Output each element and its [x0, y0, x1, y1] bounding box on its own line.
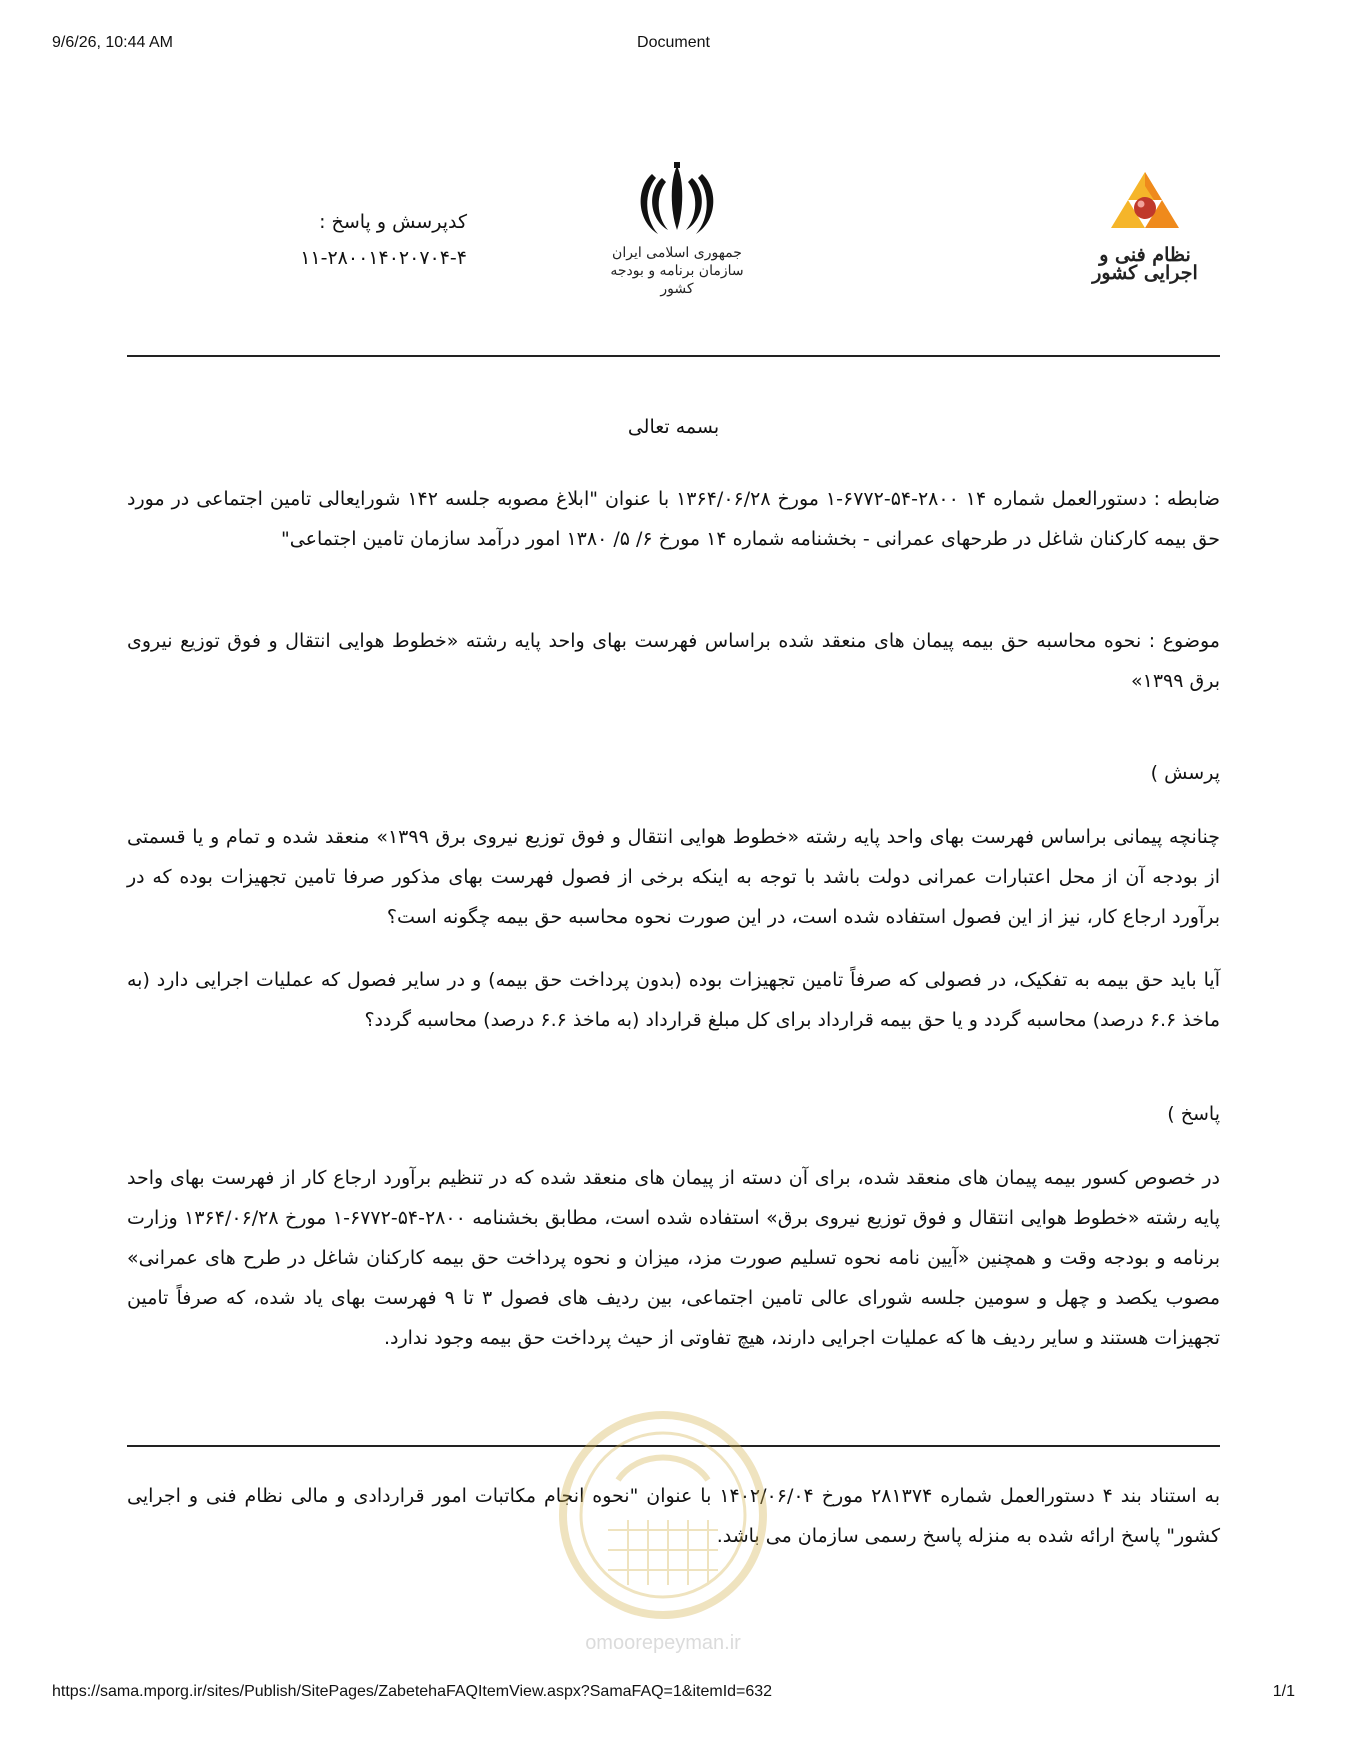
question-heading-block	[127, 753, 1220, 793]
basmala: بسمه تعالی	[627, 416, 720, 438]
question-paragraph-2: آیا باید حق بیمه به تفکیک، در فصولی که صرفاً تامین تجهیزات بوده (بدون پرداخت حق بیمه) و در سایر فصول که عملیات اجرایی دارد (به ماخذ ۶.۶ درصد) محاسبه گردد و یا حق بیمه قرارداد برای کل مبلغ قرارداد (به ماخذ ۶.۶ درصد) محاسبه گردد؟	[127, 969, 1220, 1031]
question-block-2	[127, 960, 1220, 1040]
page-number: 1/1	[1272, 1683, 1295, 1700]
print-title: Document	[637, 34, 710, 51]
reference-label: کدپرسش و پاسخ :	[319, 211, 467, 233]
page-url: https://sama.mporg.ir/sites/Publish/SitePages/ZabetehaFAQItemView.aspx?SamaFAQ=1&itemId=632	[52, 1683, 773, 1700]
reference-block	[227, 204, 467, 276]
subject-block	[127, 621, 1220, 701]
question-heading: پرسش )	[1150, 762, 1220, 784]
document-body	[127, 407, 1220, 447]
subject-paragraph: موضوع : نحوه محاسبه حق بیمه پیمان های منعقد شده براساس فهرست بهای واحد پایه رشته «خطوط هوایی انتقال و فوق توزیع نیروی برق ۱۳۹۹»	[127, 630, 1220, 692]
footnote-block	[127, 1476, 1220, 1556]
emblem-caption-1: جمهوری اسلامی ایران	[612, 245, 742, 261]
answer-block	[127, 1158, 1220, 1358]
answer-paragraph: در خصوص کسور بیمه پیمان های منعقد شده، برای آن دسته از پیمان های منعقد شده که در تنظیم برآورد ارجاع کار از فهرست بهای واحد پایه رشته «خطوط هوایی انتقال و فوق توزیع نیروی برق» استفاده شده است، مطابق بخشنامه ۲۸۰۰-۵۴-۶۷۷۲-۱ مورخ ۱۳۶۴/۰۶/۲۸ وزارت برنامه و بودجه وقت و همچنین «آیین نامه نحوه تسلیم صورت مزد، میزان و نحوه پرداخت حق بیمه کارکنان شاغل در طرح های عمرانی» مصوب یکصد و چهل و سومین جلسه شورای عالی تامین اجتماعی، بین ردیف های فصول ۳ تا ۹ فهرست بهای یاد شده، که صرفاً تامین تجهیزات هستند و سایر ردیف ها که عملیات اجرایی دارند، هیچ تفاوتی از حیث پرداخت حق بیمه وجود ندارد.	[127, 1167, 1221, 1349]
emblem-caption-2: سازمان برنامه و بودجه کشور	[610, 263, 744, 297]
print-date: 9/6/26, 10:44 AM	[52, 34, 173, 51]
question-paragraph-1: چنانچه پیمانی براساس فهرست بهای واحد پایه رشته «خطوط هوایی انتقال و فوق توزیع نیروی برق ۱۳۹۹» منعقد شده و تمام و یا قسمتی از بودجه آن از محل اعتبارات عمرانی دولت باشد با توجه به اینکه برخی از فصول فهرست بهای مذکور صرفا تامین تجهیزات بوده که در برآورد ارجاع کار، نیز از این فصول استفاده شده است، در این صورت نحوه محاسبه حق بیمه چگونه است؟	[127, 826, 1221, 928]
watermark-text: omoorepeyman.ir	[585, 1632, 741, 1654]
print-header	[52, 34, 1295, 58]
answer-heading-block	[127, 1094, 1220, 1134]
letterhead	[127, 150, 1220, 320]
criterion-paragraph: ضابطه : دستورالعمل شماره ۱۴ ۲۸۰۰-۵۴-۶۷۷۲-۱ مورخ ۱۳۶۴/۰۶/۲۸ با عنوان "ابلاغ مصوبه جلسه ۱۴۲ شورایعالی تامین اجتماعی در مورد حق بیمه کارکنان شاغل در طرحهای عمرانی - بخشنامه شماره ۱۴ مورخ ۶/ ۵/ ۱۳۸۰ امور درآمد سازمان تامین اجتماعی"	[127, 488, 1221, 550]
print-footer	[52, 1683, 1295, 1707]
iran-emblem	[607, 160, 747, 310]
org-logo	[1080, 170, 1210, 300]
org-name: نظام فنی و اجرایی کشور	[1092, 244, 1198, 284]
question-block-1	[127, 817, 1220, 937]
answer-heading: پاسخ )	[1167, 1103, 1220, 1125]
reference-code: ۱۱-۲۸۰۰۱۴۰۲۰۷۰۴-۴	[300, 247, 467, 269]
footnote-paragraph: به استناد بند ۴ دستورالعمل شماره ۲۸۱۳۷۴ مورخ ۱۴۰۲/۰۶/۰۴ با عنوان "نحوه انجام مکاتبات امور قراردادی و مالی نظام فنی و اجرایی کشور" پاسخ ارائه شده به منزله پاسخ رسمی سازمان می باشد.	[127, 1485, 1221, 1547]
header-divider	[127, 355, 1220, 357]
emblem-icon	[632, 160, 722, 240]
criterion-block	[127, 479, 1220, 559]
org-logo-icon	[1102, 170, 1188, 242]
footnote-divider	[127, 1445, 1220, 1447]
